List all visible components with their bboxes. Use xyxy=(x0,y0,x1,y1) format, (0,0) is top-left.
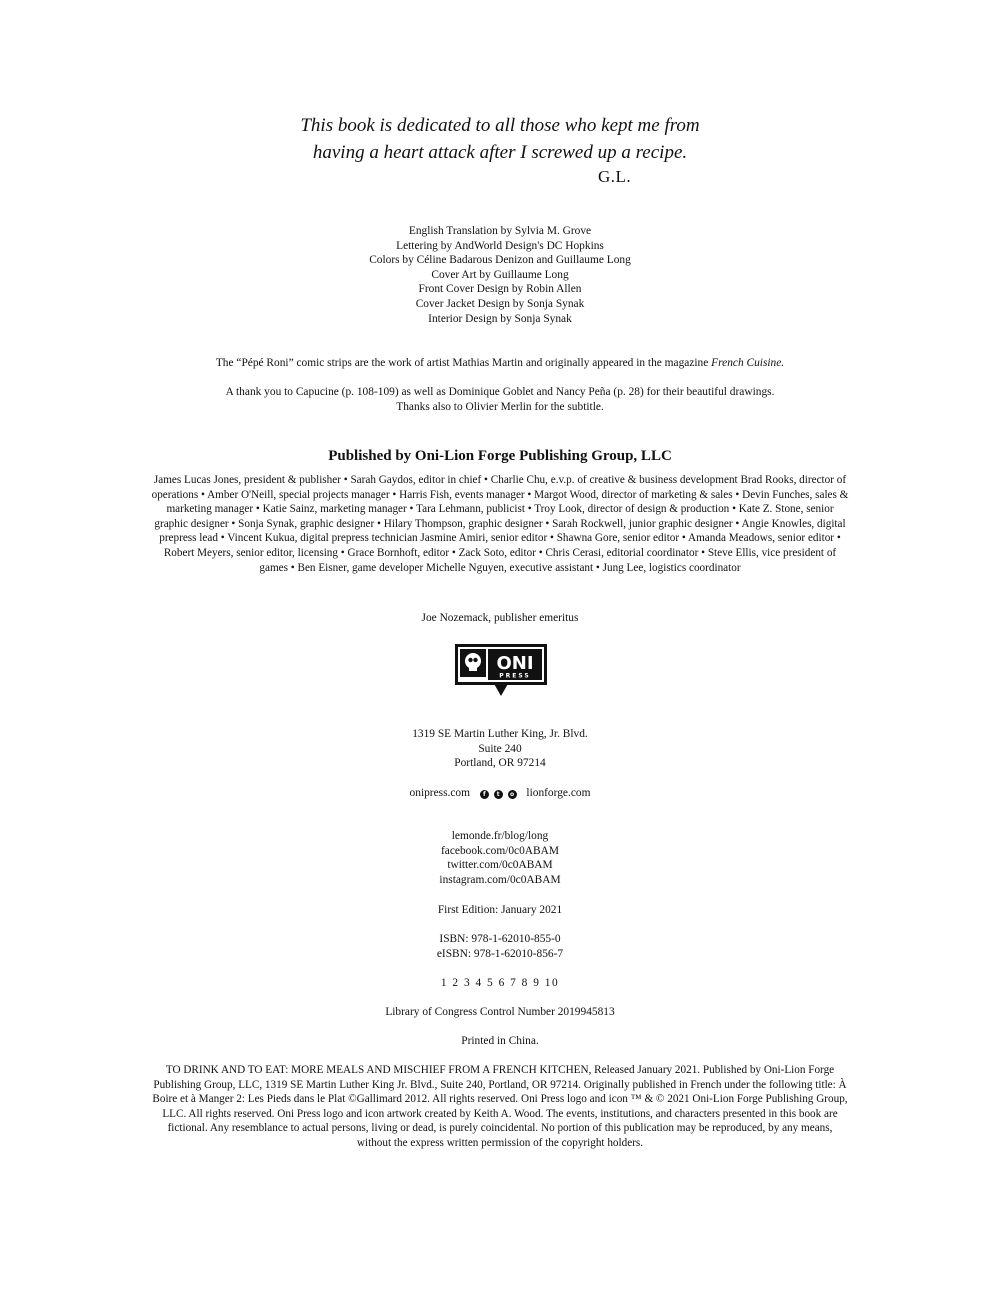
legal-notice: TO DRINK AND TO EAT: MORE MEALS AND MISCHIEF FROM A FRENCH KITCHEN, Released January 2021. Published by Oni-Lion Forge Publishing Group, LLC, 1319 SE Martin Luther King Jr. Blvd., Suite 240, Portland, OR 97214. Originally published in French under the following title: À Boire et à Manger 2: Les Pieds dans le Plat ©Gallimard 2012. All rights reserved. Oni Press logo and icon ™ & © 2021 Oni-Lion Forge Publishing Group, LLC. All rights reserved. Oni Press logo and icon artwork created by Keith A. Wood. The events, institutions, and characters presented in this book are fictional. Any resemblance to actual persons, living or dead, is purely coincidental. No portion of this publication may be reproduced, by any means, without the express written permission of the copyright holders. xyxy=(152,1064,848,1149)
dedication xyxy=(0,112,1000,166)
credit-line: Cover Art by Guillaume Long xyxy=(431,268,569,281)
dedication-line-1: This book is dedicated to all those who kept me from xyxy=(300,115,700,136)
address-suite: Suite 240 xyxy=(478,742,522,755)
social-icons xyxy=(479,787,518,799)
websites-row xyxy=(0,786,1000,800)
eisbn: eISBN: 978-1-62010-856-7 xyxy=(436,947,564,960)
credit-line: Colors by Céline Badarous Denizon and Guillaume Long xyxy=(369,254,631,267)
credits-block xyxy=(0,224,1000,326)
staff-list: James Lucas Jones, president & publisher • Sarah Gaydos, editor in chief • Charlie Chu, e.v.p. of creative & business development Brad Rooks, director of operations • Amber O'Neill, special projects manager • Harris Fish, events manager • Margot Wood, director of marketing & sales • Devin Funches, sales & marketing manager • Katie Sainz, marketing manager • Tara Lehmann, publicist • Troy Look, director of design & production • Kate Z. Stone, senior graphic designer • Sonja Synak, graphic designer • Hilary Thompson, graphic designer • Sarah Rockwell, junior graphic designer • Angie Knowles, digital prepress lead • Vincent Kukua, digital prepress technician Jasmine Amiri, senior editor • Shawna Gore, senior editor • Amanda Meadows, senior editor • Robert Meyers, senior editor, licensing • Grace Bornhoft, editor • Zack Soto, editor • Chris Cerasi, editorial coordinator • Steve Ellis, vice president of games • Ben Eisner, game developer Michelle Nguyen, executive assistant • Jung Lee, logistics coordinator xyxy=(151,474,849,574)
author-link[interactable]: twitter.com/0c0ABAM xyxy=(447,859,553,872)
lccn: Library of Congress Control Number 2019945813 xyxy=(385,1006,615,1018)
pepe-roni-note xyxy=(0,356,1000,371)
dedication-line-2: having a heart attack after I screwed up a recipe. xyxy=(312,142,688,163)
author-link[interactable]: facebook.com/0c0ABAM xyxy=(441,844,559,857)
credit-line: Lettering by AndWorld Design's DC Hopkins xyxy=(396,239,604,252)
publisher-emeritus: Joe Nozemack, publisher emeritus xyxy=(421,612,579,624)
credit-line: Interior Design by Sonja Synak xyxy=(428,312,572,325)
edition-info: First Edition: January 2021 xyxy=(437,904,563,916)
onipress-link[interactable]: onipress.com xyxy=(409,787,470,799)
logo-text: ONI xyxy=(496,653,534,674)
publisher-address xyxy=(0,727,1000,771)
thanks-note xyxy=(0,385,1000,414)
twitter-icon[interactable]: t xyxy=(494,790,503,799)
skull-icon xyxy=(460,649,486,677)
address-city: Portland, OR 97214 xyxy=(454,757,546,770)
credit-line: Front Cover Design by Robin Allen xyxy=(418,283,582,296)
author-link[interactable]: instagram.com/0c0ABAM xyxy=(439,873,561,886)
speech-bubble-tail xyxy=(493,682,509,696)
author-link[interactable]: lemonde.fr/blog/long xyxy=(451,830,549,842)
author-links xyxy=(0,829,1000,887)
pepe-roni-note-text: The “Pépé Roni” comic strips are the work of artist Mathias Martin and originally appeared in the magazine xyxy=(215,357,712,369)
credit-line: Cover Jacket Design by Sonja Synak xyxy=(415,297,585,310)
thanks-line-1: A thank you to Capucine (p. 108-109) as well as Dominique Goblet and Nancy Peña (p. 28) for their beautiful drawings. xyxy=(225,386,775,398)
isbn: ISBN: 978-1-62010-855-0 xyxy=(439,933,561,945)
oni-press-logo xyxy=(455,644,547,698)
printed-in: Printed in China. xyxy=(461,1035,539,1047)
isbn-block xyxy=(0,932,1000,961)
thanks-line-2: Thanks also to Olivier Merlin for the subtitle. xyxy=(396,400,604,413)
publisher-heading: Published by Oni-Lion Forge Publishing Group, LLC xyxy=(328,448,672,464)
printing-numbers: 1 2 3 4 5 6 7 8 9 10 xyxy=(440,977,560,989)
magazine-title: French Cuisine. xyxy=(711,357,785,369)
dedication-initials: G.L. xyxy=(598,167,632,186)
logo-subtext: PRESS xyxy=(499,672,531,680)
instagram-icon[interactable]: o xyxy=(508,790,517,799)
lionforge-link[interactable]: lionforge.com xyxy=(526,787,591,799)
address-street: 1319 SE Martin Luther King, Jr. Blvd. xyxy=(412,728,588,740)
credit-line: English Translation by Sylvia M. Grove xyxy=(408,225,592,237)
facebook-icon[interactable]: f xyxy=(480,790,489,799)
